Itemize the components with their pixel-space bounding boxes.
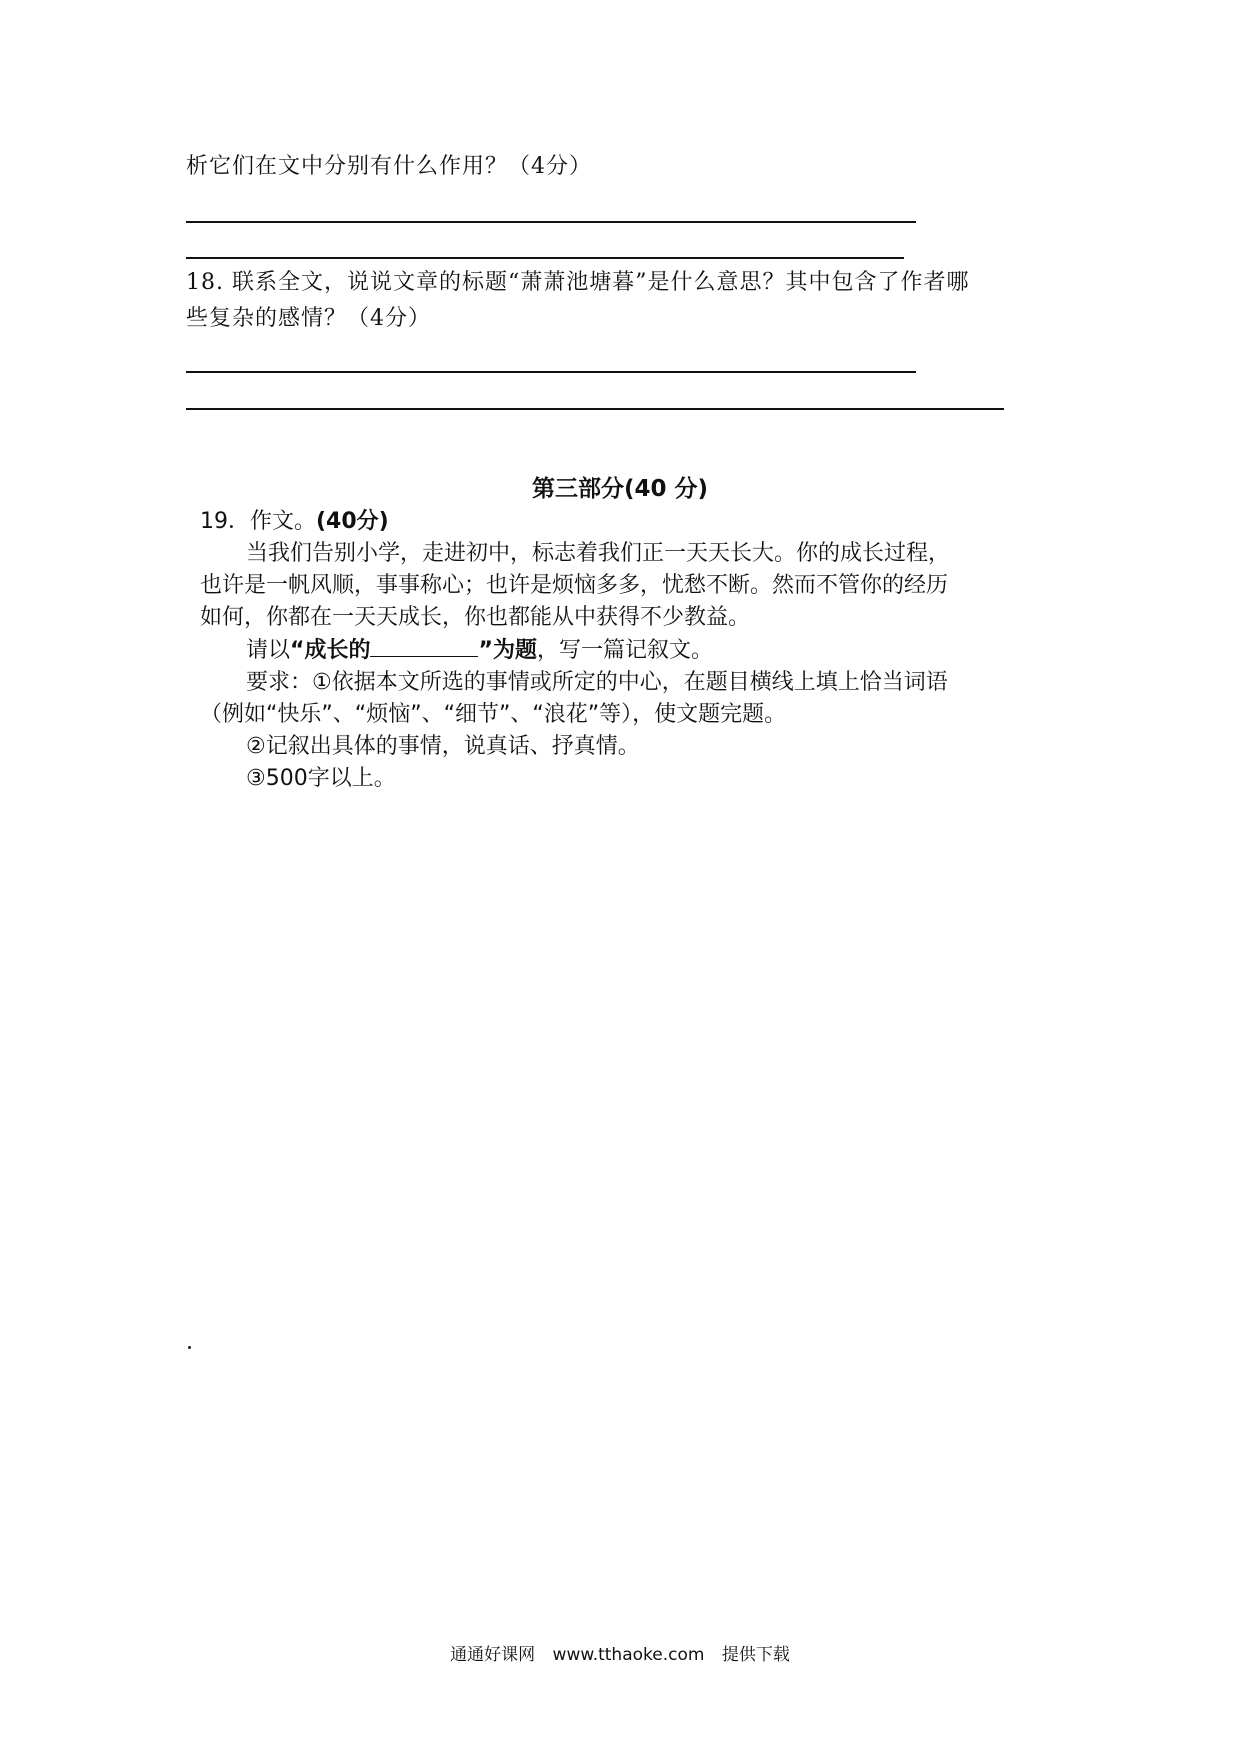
page-footer: [0, 1640, 1240, 1665]
title-quote: “成长的: [290, 638, 371, 663]
title-suffix: ，写一篇记叙文。: [536, 638, 713, 663]
requirement-line: ③500字以上。: [246, 766, 396, 791]
footer-url[interactable]: www.tthaoke.com: [552, 1645, 705, 1665]
answer-line[interactable]: [186, 221, 916, 223]
title-prefix: 请以: [246, 638, 291, 663]
prompt-line: 也许是一帆风顺，事事称心；也许是烦恼多多，忧愁不断。然而不管你的经历: [200, 573, 949, 598]
section-heading: 第三部分(40 分): [531, 476, 709, 502]
footer-site-name: 通通好课网: [450, 1645, 536, 1665]
answer-line[interactable]: [186, 257, 904, 259]
requirement-line: ②记叙出具体的事情，说真话、抒真情。: [246, 734, 640, 759]
prompt-line: 如何，你都在一天天成长，你也都能从中获得不少教益。: [200, 605, 751, 630]
question-19-score: (40分): [316, 509, 389, 534]
question-19-label: 19．作文。: [200, 509, 316, 534]
question-17-tail: 析它们在文中分别有什么作用？（4分）: [186, 154, 592, 179]
stray-dot: [188, 1346, 191, 1349]
requirement-line: 要求：①依据本文所选的事情或所定的中心，在题目横线上填上恰当词语: [246, 670, 948, 695]
question-19-title: [200, 506, 950, 538]
question-18-line-2: 些复杂的感情？（4分）: [186, 306, 431, 331]
answer-line[interactable]: [186, 371, 916, 373]
title-quote-end: ”为题: [478, 638, 537, 663]
footer-note: 提供下载: [721, 1645, 790, 1665]
answer-line[interactable]: [186, 408, 1004, 410]
essay-question: [200, 506, 950, 795]
title-blank[interactable]: [370, 634, 478, 657]
prompt-line: 当我们告别小学，走进初中，标志着我们正一天天长大。你的成长过程，: [246, 541, 951, 566]
requirement-line: （例如“快乐”、“烦恼”、“细节”、“浪花”等），使文题完题。: [200, 702, 787, 727]
question-18-line-1: 18. 联系全文，说说文章的标题“萧萧池塘暮”是什么意思？其中包含了作者哪: [186, 270, 970, 295]
essay-title-instruction: [200, 634, 950, 667]
